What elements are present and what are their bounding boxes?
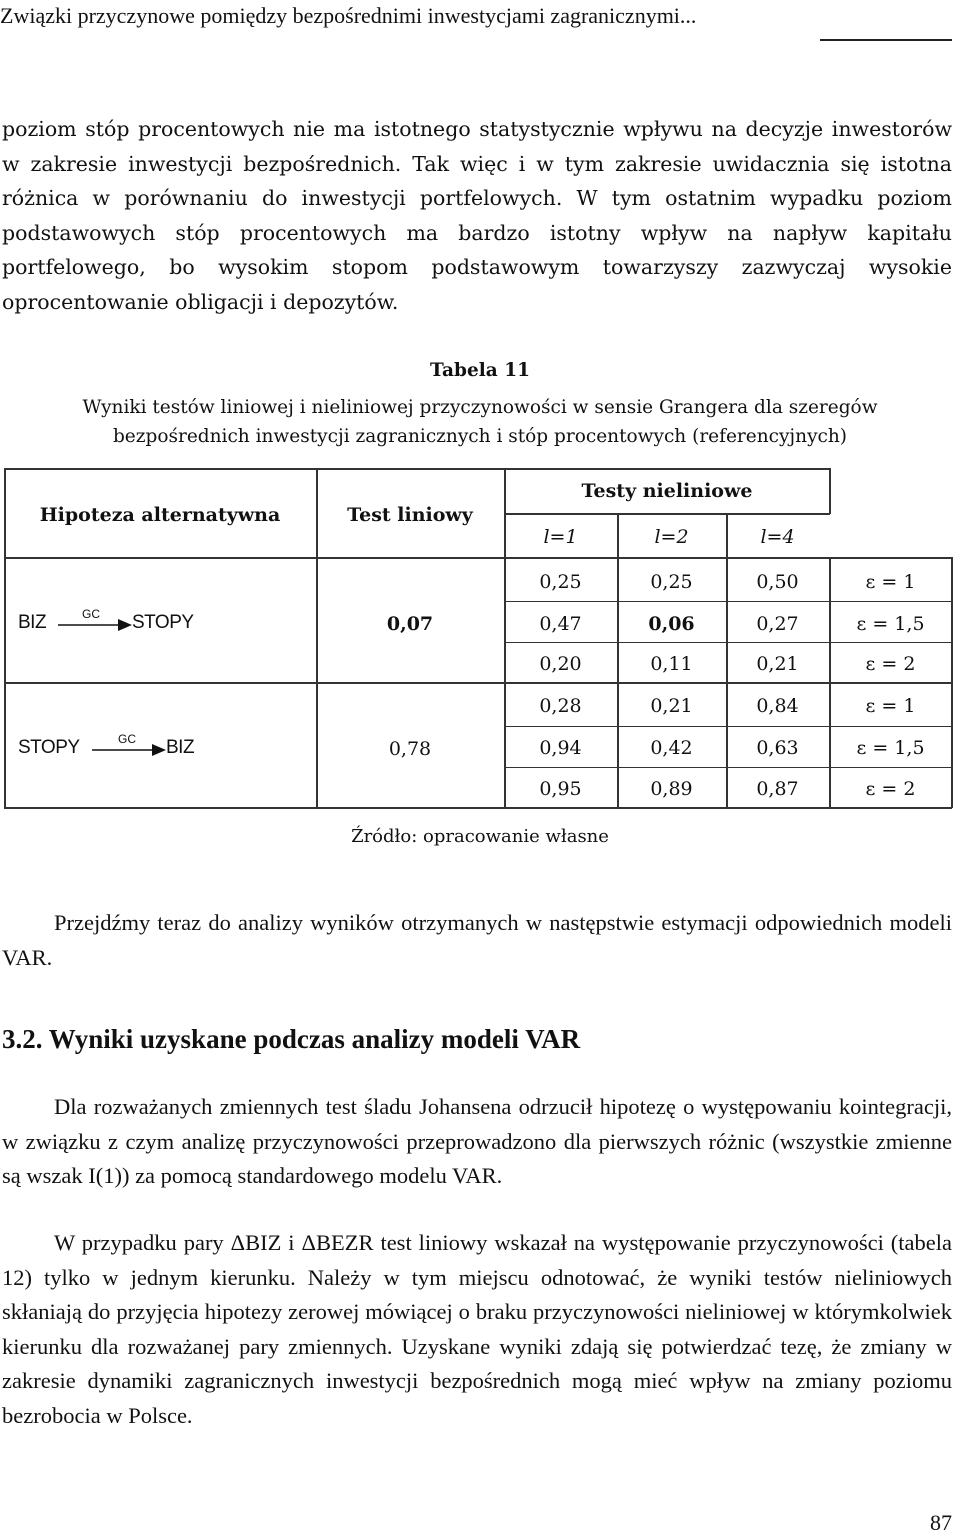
linear-value-1: 0,07 <box>386 613 434 635</box>
g1-r1-l2: 0,25 <box>650 571 693 593</box>
g2-r3-l2: 0,89 <box>650 778 693 800</box>
table-label: Tabela 11 <box>430 360 530 381</box>
g2-r2-l2: 0,42 <box>650 737 693 759</box>
hypothesis-2-from: STOPY <box>18 737 80 758</box>
page-number: 87 <box>930 1510 952 1535</box>
header-l4: l=4 <box>760 526 795 548</box>
header-l1: l=1 <box>543 526 578 548</box>
header-linear-test: Test liniowy <box>347 504 473 526</box>
g2-r2-l4: 0,63 <box>756 737 799 759</box>
hypothesis-1-gc-label: GC <box>82 607 100 621</box>
table-source: Źródło: opracowanie własne <box>351 826 609 847</box>
g2-r3-eps: ε = 2 <box>865 778 916 800</box>
g1-r3-l1: 0,20 <box>539 653 582 675</box>
g1-r2-l1: 0,47 <box>539 613 582 635</box>
g1-r3-l4: 0,21 <box>756 653 799 675</box>
linear-value-2: 0,78 <box>388 738 432 760</box>
header-l2: l=2 <box>654 526 689 548</box>
hypothesis-2-to: BIZ <box>166 737 195 758</box>
g2-r1-l1: 0,28 <box>539 695 582 717</box>
section-heading: 3.2. Wyniki uzyskane podczas analizy modeli VAR <box>2 1024 581 1054</box>
g1-r2-eps: ε = 1,5 <box>856 613 925 635</box>
g1-r3-l2: 0,11 <box>650 653 693 675</box>
g1-r1-eps: ε = 1 <box>865 571 916 593</box>
g1-r1-l1: 0,25 <box>539 571 582 593</box>
header-hypothesis: Hipoteza alternatywna <box>39 504 281 526</box>
hypothesis-2-gc-label: GC <box>118 732 136 746</box>
hypothesis-1-arrow-icon <box>58 618 132 632</box>
hypothesis-2-arrow-icon <box>92 743 166 757</box>
g2-r3-l1: 0,95 <box>539 778 582 800</box>
intro-paragraph: poziom stóp procentowych nie ma istotnego statystycznie wpływu na decyzje inwestorów w zakresie inwestycji bezpośrednich. Tak więc i w tym zakresie uwidacznia się istotna różnica w porównaniu do inwestycji portfelowych. W tym ostatnim wypadku poziom podstawowych stóp procentowych ma bardzo istotny wpływ na napływ kapitału portfelowego, bo wysokim stopom podstawowym towarzyszy zazwyczaj wysokie oprocentowanie obligacji i depozytów. <box>2 117 952 314</box>
g2-r1-eps: ε = 1 <box>865 695 916 717</box>
header-rule <box>820 39 952 41</box>
table-caption-line-1: Wyniki testów liniowej i nieliniowej przyczynowości w sensie Grangera dla szeregów <box>82 397 878 418</box>
hypothesis-1-from: BIZ <box>18 612 47 633</box>
g2-r3-l4: 0,87 <box>756 778 799 800</box>
after-table-paragraph: Przejdźmy teraz do analizy wyników otrzymanych w następstwie estymacji odpowiednich modeli VAR. <box>2 910 952 970</box>
g1-r2-l4: 0,27 <box>756 613 799 635</box>
running-header: Związki przyczynowe pomiędzy bezpośrednimi inwestycjami zagranicznymi... <box>0 3 697 28</box>
g1-r2-l2: 0,06 <box>648 613 695 635</box>
g2-r2-l1: 0,94 <box>539 737 582 759</box>
hypothesis-1-to: STOPY <box>132 612 194 633</box>
header-nonlinear-tests: Testy nieliniowe <box>581 480 753 502</box>
section-paragraph-2: W przypadku pary ΔBIZ i ΔBEZR test liniowy wskazał na występowanie przyczynowości (tabela 12) tylko w jednym kierunku. Należy w tym miejscu odnotować, że wyniki testów nieliniowych skłaniają do przyjęcia hipotezy zerowej mówiącej o braku przyczynowości nieliniowej w którymkolwiek kierunku dla rozważanej pary zmiennych. Uzyskane wyniki zdają się potwierdzać tezę, że zmiany w zakresie dynamiki zagranicznych inwestycji bezpośrednich mogą mieć wpływ na zmiany poziomu bezrobocia w Polsce. <box>2 1230 952 1428</box>
g1-r1-l4: 0,50 <box>756 571 799 593</box>
g2-r1-l4: 0,84 <box>756 695 799 717</box>
section-paragraph-1: Dla rozważanych zmiennych test śladu Johansena odrzucił hipotezę o występowaniu kointegracji, w związku z czym analizę przyczynowości przeprowadzono dla pierwszych różnic (wszystkie zmienne są wszak I(1)) za pomocą standardowego modelu VAR. <box>2 1094 952 1188</box>
table-caption-line-2: bezpośrednich inwestycji zagranicznych i stóp procentowych (referencyjnych) <box>112 426 848 447</box>
g2-r1-l2: 0,21 <box>650 695 693 717</box>
g1-r3-eps: ε = 2 <box>865 653 916 675</box>
g2-r2-eps: ε = 1,5 <box>856 737 925 759</box>
